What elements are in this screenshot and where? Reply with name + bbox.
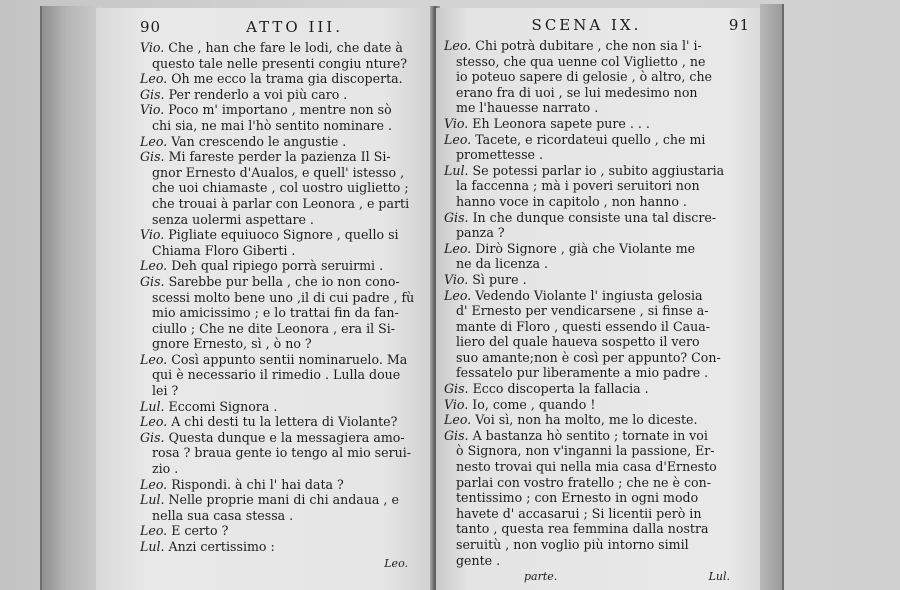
line-text: Mi fareste perder la pazienza Il Si- [168, 149, 391, 165]
line-text: mante di Floro , questi essendo il Caua- [456, 318, 710, 334]
line-text: Questa dunque e la messagiera amo- [168, 429, 405, 445]
text-line [140, 367, 428, 383]
speaker-label: Gis. [444, 381, 469, 397]
text-line [444, 443, 750, 459]
line-text: Sarebbe pur bella , che io non cono- [168, 273, 400, 289]
speaker-label: Gis. [140, 429, 165, 445]
line-text: Ecco discoperta la fallacia . [472, 381, 649, 397]
line-text: suo amante;non è così per appunto? Con- [456, 349, 721, 365]
text-line [444, 272, 750, 288]
line-text: tanto , questa rea femmina dalla nostra [456, 521, 709, 537]
line-text: Poco m' importano , mentre non sò [168, 102, 392, 118]
line-text: che uoi chiamaste , col uostro uiglietto ; [152, 180, 409, 196]
speaker-label: Vio. [444, 271, 469, 287]
text-line [444, 537, 750, 553]
speaker-label: Lul. [140, 398, 165, 414]
line-text: havete d' accasarui ; Si licentii però in [456, 505, 702, 521]
text-line [140, 477, 428, 493]
speaker-label: Leo. [140, 133, 168, 149]
text-line [444, 178, 750, 194]
line-text: E certo ? [171, 523, 229, 539]
text-line [444, 132, 750, 148]
line-text: qui è necessario il rimedio . Lulla doue [152, 367, 401, 383]
line-text: Per renderlo a voi più caro . [168, 86, 348, 102]
stage-direction: parte. [524, 570, 558, 584]
text-line [140, 227, 428, 243]
text-line [140, 399, 428, 415]
text-line [444, 428, 750, 444]
line-text: Oh me ecco la trama gia discoperta. [171, 71, 403, 87]
speaker-label: Leo. [140, 476, 168, 492]
text-line [444, 38, 750, 54]
text-line [140, 71, 428, 87]
text-line [140, 430, 428, 446]
speaker-label: Gis. [444, 427, 469, 443]
right-page-text [444, 38, 750, 568]
text-line [444, 459, 750, 475]
line-text: senza uolermi aspettare . [152, 211, 314, 227]
text-line [444, 241, 750, 257]
text-line [140, 508, 428, 524]
right-page-header [444, 16, 750, 38]
speaker-label: Vio. [140, 40, 165, 55]
line-text: gnor Ernesto d'Aualos, e quell' istesso , [152, 164, 405, 180]
speaker-label: Vio. [140, 227, 165, 243]
text-line [140, 134, 428, 150]
line-text: Anzi certissimo : [168, 539, 275, 554]
line-text: gnore Ernesto, sì , ò no ? [152, 336, 312, 352]
right-page [436, 8, 760, 590]
line-text: mio amicissimo ; e lo trattai fin da fan- [152, 305, 399, 321]
speaker-label: Vio. [444, 115, 469, 131]
line-text: d' Ernesto per vendicarsene , si finse a- [456, 303, 709, 319]
line-text: parlai con vostro fratello ; che ne è con- [456, 474, 711, 490]
text-line [140, 165, 428, 181]
text-line [444, 319, 750, 335]
line-text: Chi potrà dubitare , che non sia l' i- [475, 38, 702, 53]
line-text: ne da licenza . [456, 256, 548, 272]
text-line [444, 334, 750, 350]
text-line [444, 69, 750, 85]
speaker-label: Leo. [444, 287, 472, 303]
page-number: 90 [140, 18, 162, 36]
text-line [140, 383, 428, 399]
line-text: gente . [456, 552, 501, 568]
line-text: seruitù , non voglio più intorno simil [456, 537, 689, 552]
text-line [444, 475, 750, 491]
text-line [444, 303, 750, 319]
running-head: ATTO III. [246, 18, 343, 36]
line-text: promettesse . [456, 147, 544, 163]
text-line [444, 256, 750, 272]
text-line [140, 56, 428, 72]
text-line [444, 365, 750, 381]
line-text: ciullo ; Che ne dite Leonora , era il Si- [152, 320, 396, 336]
line-text: questo tale nelle presenti congiu nture? [152, 55, 407, 71]
line-text: che trouai à parlar con Leonora , e parti [152, 195, 410, 211]
line-text: nella sua casa stessa . [152, 507, 294, 523]
speaker-label: Leo. [140, 351, 168, 367]
line-text: Dirò Signore , già che Violante me [475, 240, 696, 256]
left-page-footer [140, 557, 428, 570]
line-text: Chiama Floro Giberti . [152, 242, 296, 258]
left-page-header [140, 18, 428, 40]
text-line [444, 521, 750, 537]
line-text: me l'hauesse narrato . [456, 100, 599, 116]
speaker-label: Gis. [140, 86, 165, 102]
line-text: nesto trovai qui nella mia casa d'Ernesto [456, 459, 717, 475]
book-cover-left [40, 6, 102, 590]
line-text: lei ? [152, 383, 179, 399]
line-text: rosa ? braua gente io tengo al mio serui- [152, 445, 411, 461]
line-text: Eccomi Signora . [168, 398, 278, 414]
right-page-footer [444, 570, 750, 583]
text-line [140, 243, 428, 259]
text-line [444, 350, 750, 366]
text-line [140, 336, 428, 352]
text-line [444, 85, 750, 101]
left-page-text [140, 40, 428, 555]
speaker-label: Vio. [140, 102, 165, 118]
speaker-label: Leo. [140, 258, 168, 274]
text-line [140, 414, 428, 430]
text-line [140, 102, 428, 118]
text-line [140, 461, 428, 477]
speaker-label: Leo. [140, 523, 168, 539]
line-text: la faccenna ; mà i poveri seruitori non [456, 178, 700, 194]
text-line [444, 288, 750, 304]
text-line [140, 305, 428, 321]
text-line [444, 553, 750, 569]
speaker-label: Leo. [140, 414, 168, 430]
speaker-label: Gis. [444, 209, 469, 225]
text-line [140, 523, 428, 539]
left-page [96, 8, 434, 590]
text-line [140, 212, 428, 228]
text-line [140, 40, 428, 56]
line-text: Che , han che fare le lodi, che date à [168, 40, 403, 55]
text-line [140, 180, 428, 196]
text-line [444, 116, 750, 132]
catchword: Lul. [708, 570, 730, 584]
speaker-label: Leo. [444, 412, 472, 428]
line-text: Vedendo Violante l' ingiusta gelosia [475, 287, 703, 303]
line-text: Così appunto sentii nominaruelo. Ma [171, 351, 408, 367]
text-line [140, 118, 428, 134]
line-text: Eh Leonora sapete pure . . . [472, 115, 650, 131]
running-head: SCENA IX. [531, 16, 642, 34]
speaker-label: Leo. [444, 131, 472, 147]
text-line [444, 397, 750, 413]
speaker-label: Gis. [140, 149, 165, 165]
text-line [140, 492, 428, 508]
text-line [444, 54, 750, 70]
line-text: Voi sì, non ha molto, me lo diceste. [475, 412, 698, 428]
text-line [140, 445, 428, 461]
text-line [140, 149, 428, 165]
line-text: fessatelo pur liberamente a mio padre . [456, 365, 709, 381]
text-line [444, 100, 750, 116]
page-number: 91 [728, 16, 750, 34]
book-cover-right [760, 4, 784, 590]
text-line [140, 539, 428, 555]
text-line [444, 381, 750, 397]
text-line [140, 352, 428, 368]
speaker-label: Leo. [444, 38, 472, 53]
line-text: Van crescendo le angustie . [171, 133, 347, 149]
line-text: chi sia, ne mai l'hò sentito nominare . [152, 117, 392, 133]
text-line [140, 87, 428, 103]
speaker-label: Leo. [444, 240, 472, 256]
text-line [140, 258, 428, 274]
line-text: hanno voce in capitolo , non hanno . [456, 193, 687, 209]
line-text: Io, come , quando ! [472, 396, 596, 412]
line-text: ò Signora, non v'inganni la passione, Er- [456, 443, 715, 459]
line-text: Sì pure . [472, 271, 527, 287]
line-text: Deh qual ripiego porrà seruirmi . [171, 258, 384, 274]
text-line [444, 194, 750, 210]
line-text: liero del quale haueva sospetto il vero [456, 334, 700, 350]
speaker-label: Lul. [140, 492, 165, 508]
text-line [444, 210, 750, 226]
text-line [444, 506, 750, 522]
line-text: A bastanza hò sentito ; tornate in voi [472, 427, 708, 443]
text-line [140, 290, 428, 306]
speaker-label: Gis. [140, 273, 165, 289]
line-text: erano fra di uoi , se lui medesimo non [456, 84, 698, 100]
line-text: tentissimo ; con Ernesto in ogni modo [456, 490, 699, 506]
catchword: Leo. [384, 556, 408, 570]
speaker-label: Leo. [140, 71, 168, 87]
line-text: Rispondi. à chi l' hai data ? [171, 476, 344, 492]
text-line [444, 225, 750, 241]
text-line [444, 163, 750, 179]
line-text: Tacete, e ricordateui quello , che mi [475, 131, 706, 147]
line-text: Nelle proprie mani di chi andaua , e [168, 492, 399, 508]
line-text: zio . [152, 461, 179, 477]
speaker-label: Lul. [140, 539, 165, 554]
text-line [140, 196, 428, 212]
line-text: A chi desti tu la lettera di Violante? [171, 414, 398, 430]
line-text: Se potessi parlar io , subito aggiustaria [472, 162, 725, 178]
line-text: Pigliate equiuoco Signore , quello si [168, 227, 399, 243]
text-line [140, 321, 428, 337]
speaker-label: Lul. [444, 162, 469, 178]
text-line [444, 147, 750, 163]
line-text: scessi molto bene uno ,il di cui padre , fù [152, 289, 415, 305]
line-text: stesso, che qua uenne col Viglietto , ne [456, 53, 706, 69]
speaker-label: Vio. [444, 396, 469, 412]
line-text: panza ? [456, 225, 505, 241]
text-line [444, 412, 750, 428]
text-line [140, 274, 428, 290]
line-text: In che dunque consiste una tal discre- [472, 209, 717, 225]
line-text: io poteuo sapere di gelosie , ò altro, che [456, 69, 713, 85]
text-line [444, 490, 750, 506]
